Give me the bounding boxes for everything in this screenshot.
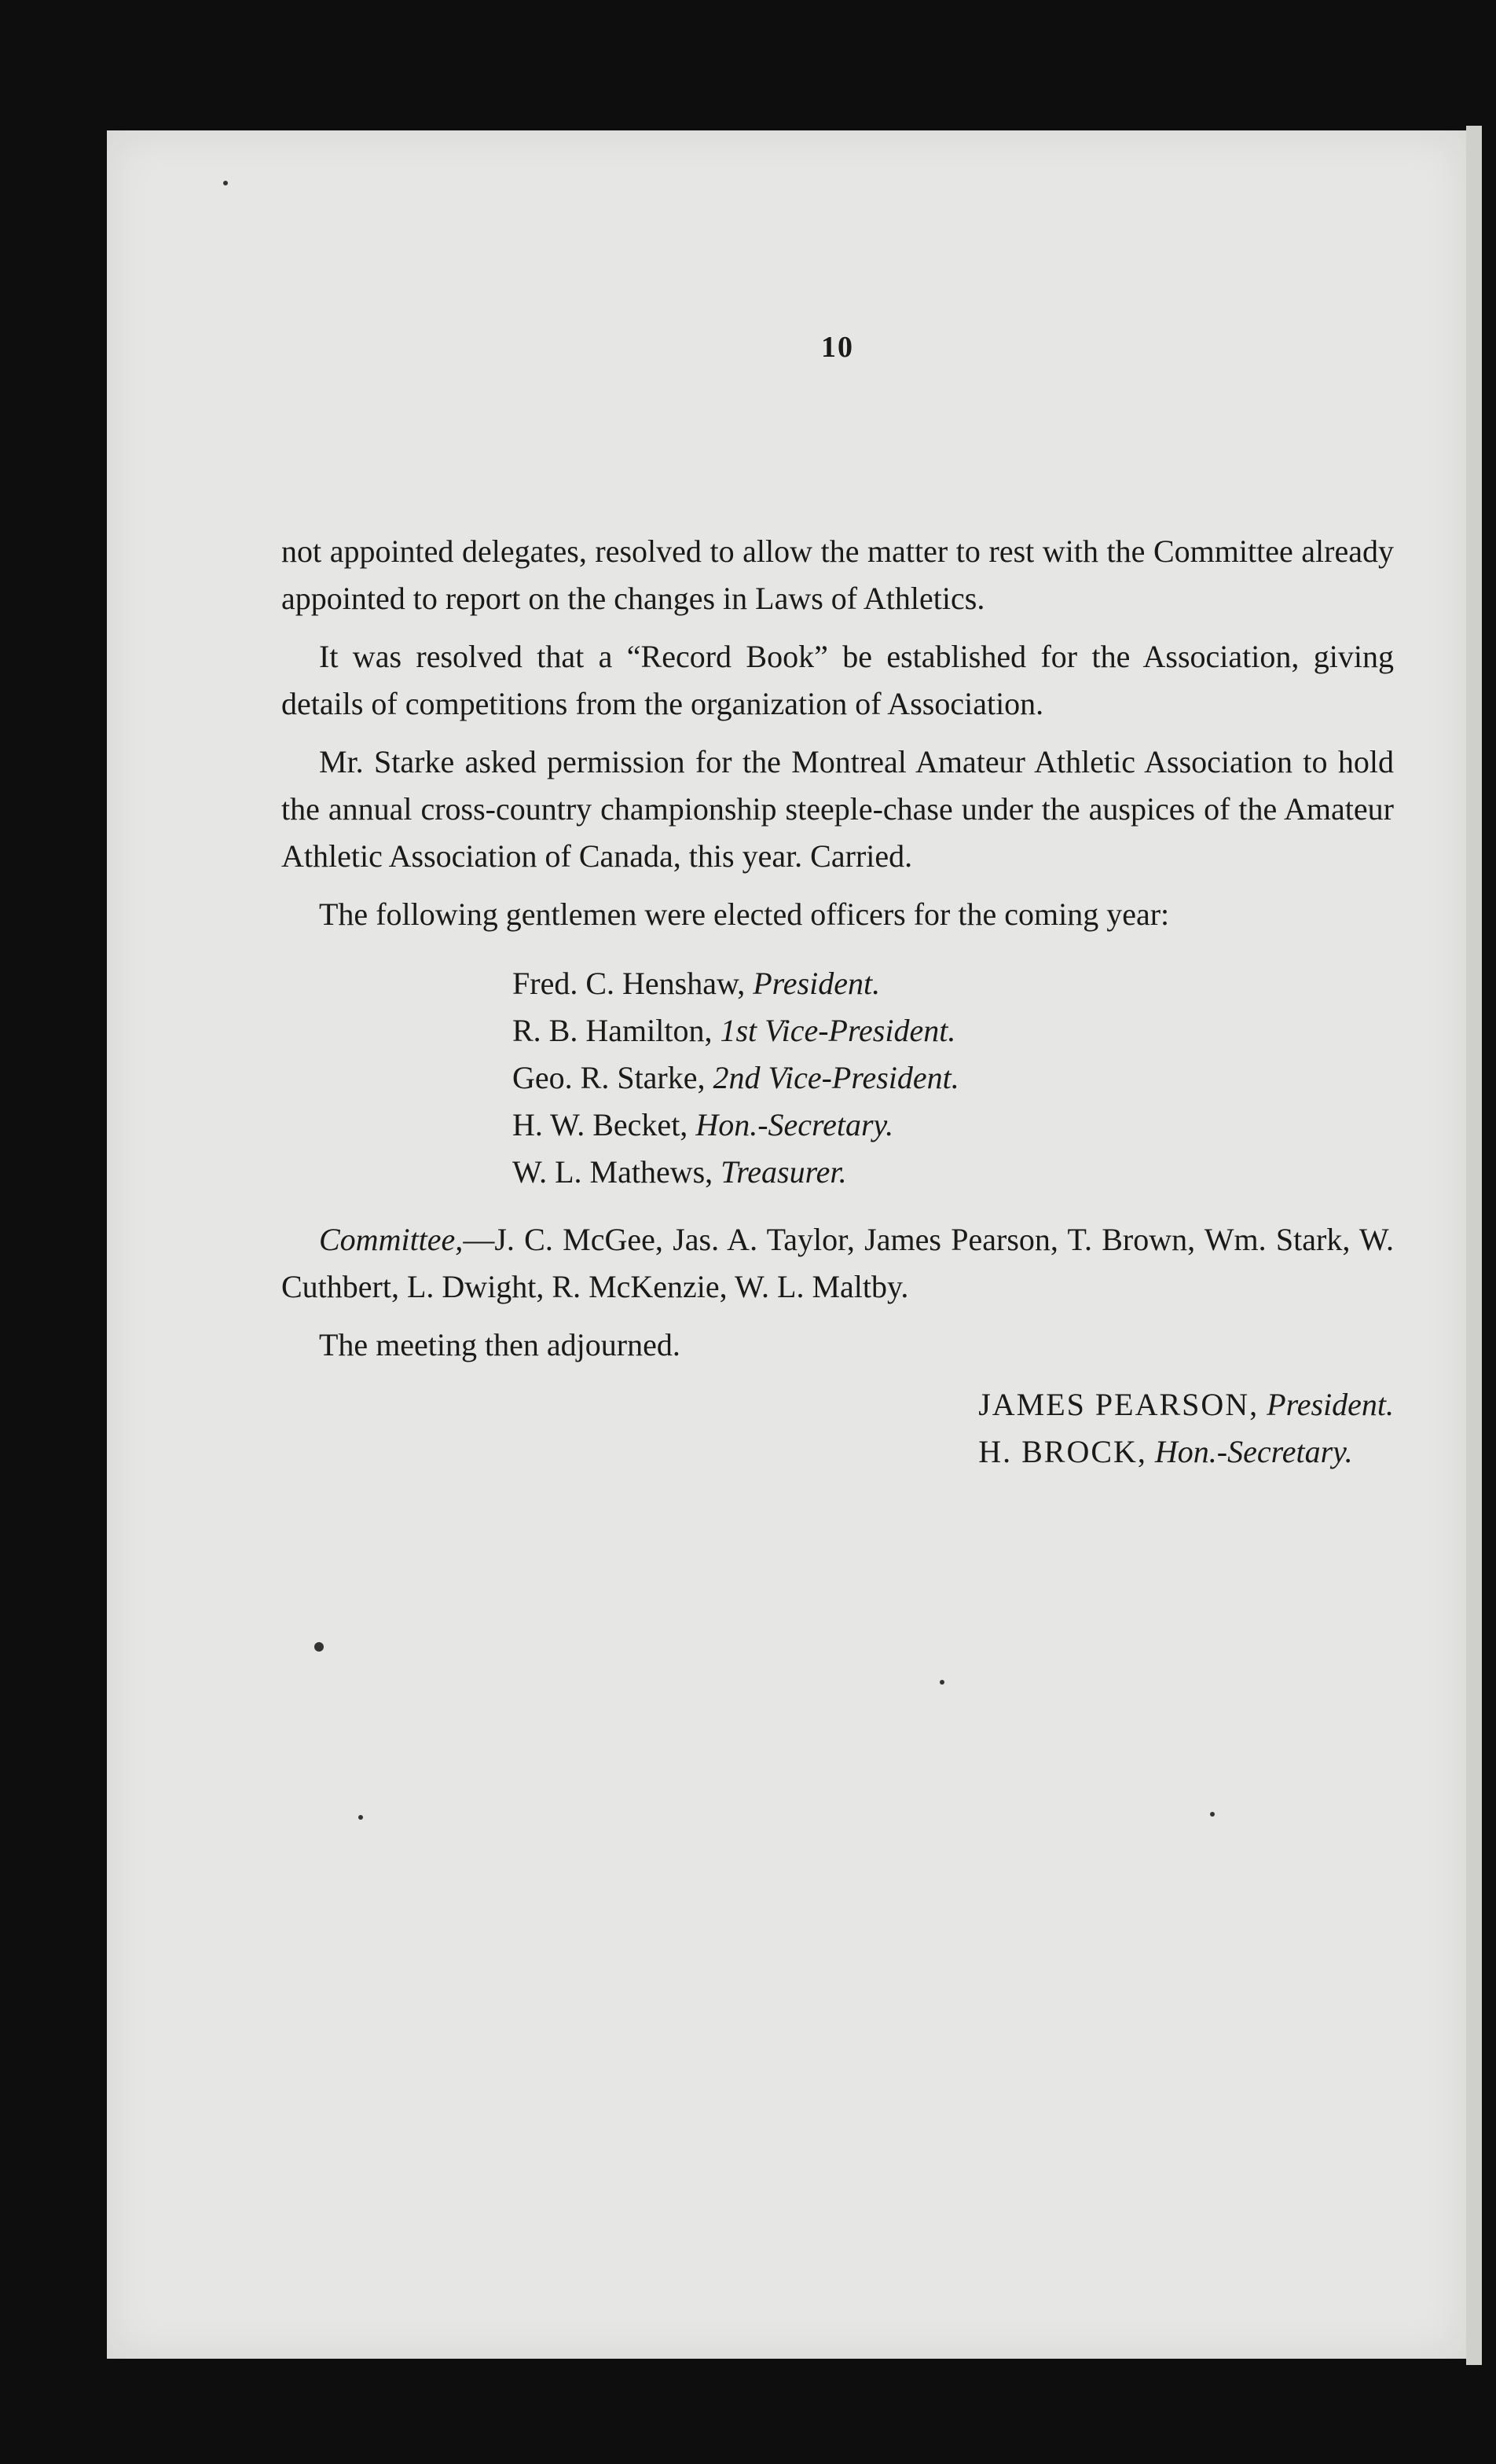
scan-speck: [314, 1642, 324, 1652]
document-page: [107, 130, 1466, 2359]
scan-speck: [1210, 1812, 1215, 1817]
page-edge: [1466, 126, 1482, 2365]
closing-line: The meeting then adjourned.: [319, 1327, 680, 1362]
page-number: 10: [821, 331, 854, 364]
officer-row: [512, 1149, 1394, 1196]
officer-row: [512, 1102, 1394, 1149]
paragraph-continuation: not appointed delegates, resolved to allow the matter to rest with the Committee already appointed to report on the changes in Laws of Athletics.: [281, 534, 1394, 616]
scan-speck: [940, 1680, 944, 1685]
officer-role: President.: [753, 966, 881, 1001]
officer-name: Geo. R. Starke,: [512, 1060, 706, 1095]
signatory-role: President.: [1267, 1387, 1394, 1422]
scan-speck: [358, 1815, 363, 1820]
officer-role: 1st Vice-President.: [720, 1013, 956, 1048]
officer-name: R. B. Hamilton,: [512, 1013, 713, 1048]
officer-name: Fred. C. Henshaw,: [512, 966, 746, 1001]
committee-members: —J. C. McGee, Jas. A. Taylor, James Pearson, T. Brown, Wm. Stark, W. Cuthbert, L. Dwight, R. McKenzie, W. L. Maltby.: [281, 1222, 1394, 1304]
signature-row: [978, 1428, 1394, 1476]
paragraph-officers-intro: The following gentlemen were elected officers for the coming year:: [319, 896, 1170, 932]
officer-name: H. W. Becket,: [512, 1107, 688, 1142]
signatory-name: H. BROCK,: [978, 1434, 1147, 1469]
signatory-role: Hon.-Secretary.: [1154, 1434, 1353, 1469]
signatory-name: JAMES PEARSON,: [978, 1387, 1260, 1422]
signature-row: [978, 1381, 1394, 1428]
officers-list: [281, 960, 1394, 1196]
committee-label: Committee,: [319, 1222, 464, 1257]
officer-row: [512, 1054, 1394, 1102]
paragraph-record-book: It was resolved that a “Record Book” be established for the Association, giving details of competitions from the organization of Association.: [281, 639, 1394, 721]
signature-block: [281, 1381, 1394, 1476]
signature-lines: [978, 1381, 1394, 1476]
officer-role: Hon.-Secretary.: [695, 1107, 894, 1142]
officer-role: Treasurer.: [720, 1154, 847, 1190]
committee-paragraph: [281, 1216, 1394, 1311]
scan-speck: [223, 181, 228, 185]
officer-row: [512, 960, 1394, 1007]
page-body: [281, 528, 1394, 1476]
paragraph-steeplechase: Mr. Starke asked permission for the Montreal Amateur Athletic Association to hold the annual cross-country championship steeple-chase under the auspices of the Amateur Athletic Association of Canada, this year. Carried.: [281, 744, 1394, 874]
officer-name: W. L. Mathews,: [512, 1154, 713, 1190]
officer-role: 2nd Vice-President.: [713, 1060, 959, 1095]
officer-row: [512, 1007, 1394, 1054]
